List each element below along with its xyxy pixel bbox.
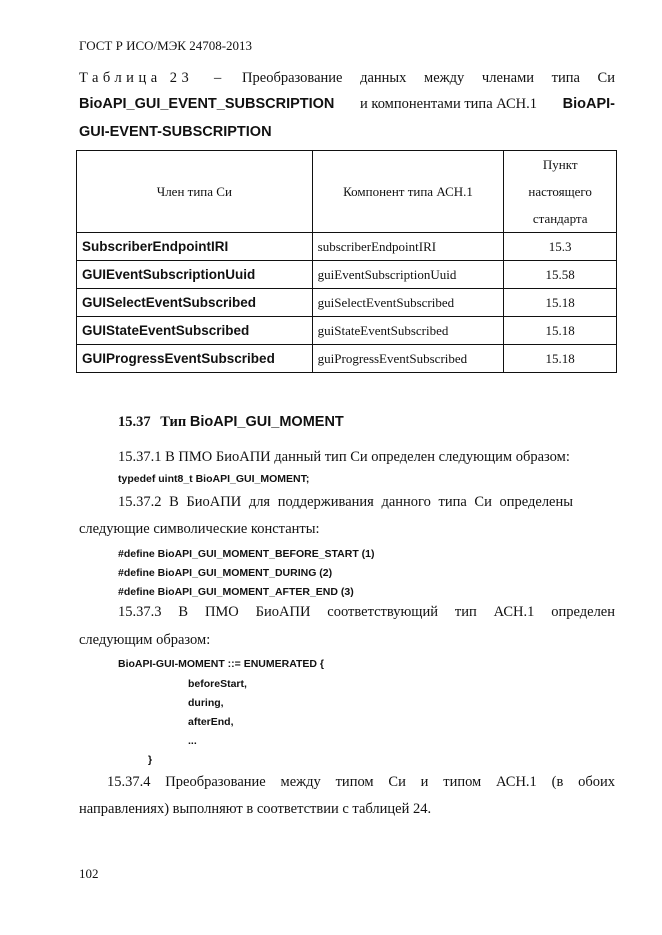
section-heading (118, 414, 344, 431)
member-cell: GUIEventSubscriptionUuid (77, 261, 313, 289)
member-cell: GUISelectEventSubscribed (77, 289, 313, 317)
component-cell: subscriberEndpointIRI (312, 233, 504, 261)
table-caption-line-2 (79, 96, 615, 113)
section-number: 15.37 (118, 414, 151, 430)
table-row (77, 289, 617, 317)
table-label: Таблица 23 (79, 70, 194, 86)
code-define: #define BioAPI_GUI_MOMENT_AFTER_END (3) (118, 586, 354, 598)
caption-asn-type-part2: GUI-EVENT-SUBSCRIPTION (79, 124, 272, 140)
component-cell: guiSelectEventSubscribed (312, 289, 504, 317)
clause-cell: 15.18 (504, 289, 617, 317)
paragraph-15-37-3-line-2: следующим образом: (79, 632, 211, 648)
page-number: 102 (79, 866, 99, 881)
table-row (77, 261, 617, 289)
component-cell: guiEventSubscriptionUuid (312, 261, 504, 289)
table-caption-line-1 (79, 70, 615, 87)
header-clause: Пункт настоящего стандарта (504, 151, 617, 233)
paragraph-15-37-4-line-1: 15.37.4 Преобразование между типом Си и типом АСН.1 (в обоих (107, 774, 615, 790)
table-row (77, 317, 617, 345)
clause-cell: 15.18 (504, 317, 617, 345)
section-title-prefix: Тип (160, 414, 187, 430)
member-cell: GUIStateEventSubscribed (77, 317, 313, 345)
code-asn-close: } (148, 754, 153, 766)
section-title-type: BioAPI_GUI_MOMENT (189, 414, 344, 430)
member-cell: SubscriberEndpointIRI (77, 233, 313, 261)
paragraph-15-37-4-line-2: направлениях) выполняют в соответствии с таблицей 24. (79, 801, 432, 817)
document-header: ГОСТ Р ИСО/МЭК 24708-2013 (79, 38, 253, 53)
component-cell: guiStateEventSubscribed (312, 317, 504, 345)
caption-c-type: BioAPI_GUI_EVENT_SUBSCRIPTION (79, 96, 335, 112)
table-row (77, 233, 617, 261)
table-row (77, 345, 617, 373)
code-define: #define BioAPI_GUI_MOMENT_DURING (2) (118, 567, 333, 579)
caption-text: Преобразование данных между членами типа Си (242, 70, 615, 86)
clause-cell: 15.18 (504, 345, 617, 373)
paragraph-15-37-2-line-1: 15.37.2 В БиоАПИ для поддерживания данного типа Си определены (118, 494, 573, 510)
clause-cell: 15.3 (504, 233, 617, 261)
code-typedef: typedef uint8_t BioAPI_GUI_MOMENT; (118, 473, 310, 485)
component-cell: guiProgressEventSubscribed (312, 345, 504, 373)
header-asn-component: Компонент типа АСН.1 (312, 151, 504, 233)
table-header-row (77, 151, 617, 233)
member-cell: GUIProgressEventSubscribed (77, 345, 313, 373)
paragraph-15-37-3-line-1: 15.37.3 В ПМО БиоАПИ соответствующий тип АСН.1 определен (118, 604, 615, 620)
header-c-member: Член типа Си (77, 151, 313, 233)
code-asn-header: BioAPI-GUI-MOMENT ::= ENUMERATED { (118, 658, 325, 670)
code-asn-item: beforeStart, (188, 678, 247, 690)
caption-dash: – (214, 70, 222, 86)
code-asn-item: during, (188, 697, 224, 709)
paragraph-15-37-1: 15.37.1 В ПМО БиоАПИ данный тип Си определен следующим образом: (118, 449, 570, 465)
clause-cell: 15.58 (504, 261, 617, 289)
mapping-table (76, 150, 617, 373)
caption-asn-type-part1: BioAPI- (562, 96, 615, 112)
code-asn-item: afterEnd, (188, 716, 234, 728)
code-asn-item: ... (188, 735, 197, 747)
paragraph-15-37-2-line-2: следующие символические константы: (79, 521, 320, 537)
caption-text-2: и компонентами типа АСН.1 (360, 96, 538, 112)
code-define: #define BioAPI_GUI_MOMENT_BEFORE_START (1) (118, 548, 375, 560)
